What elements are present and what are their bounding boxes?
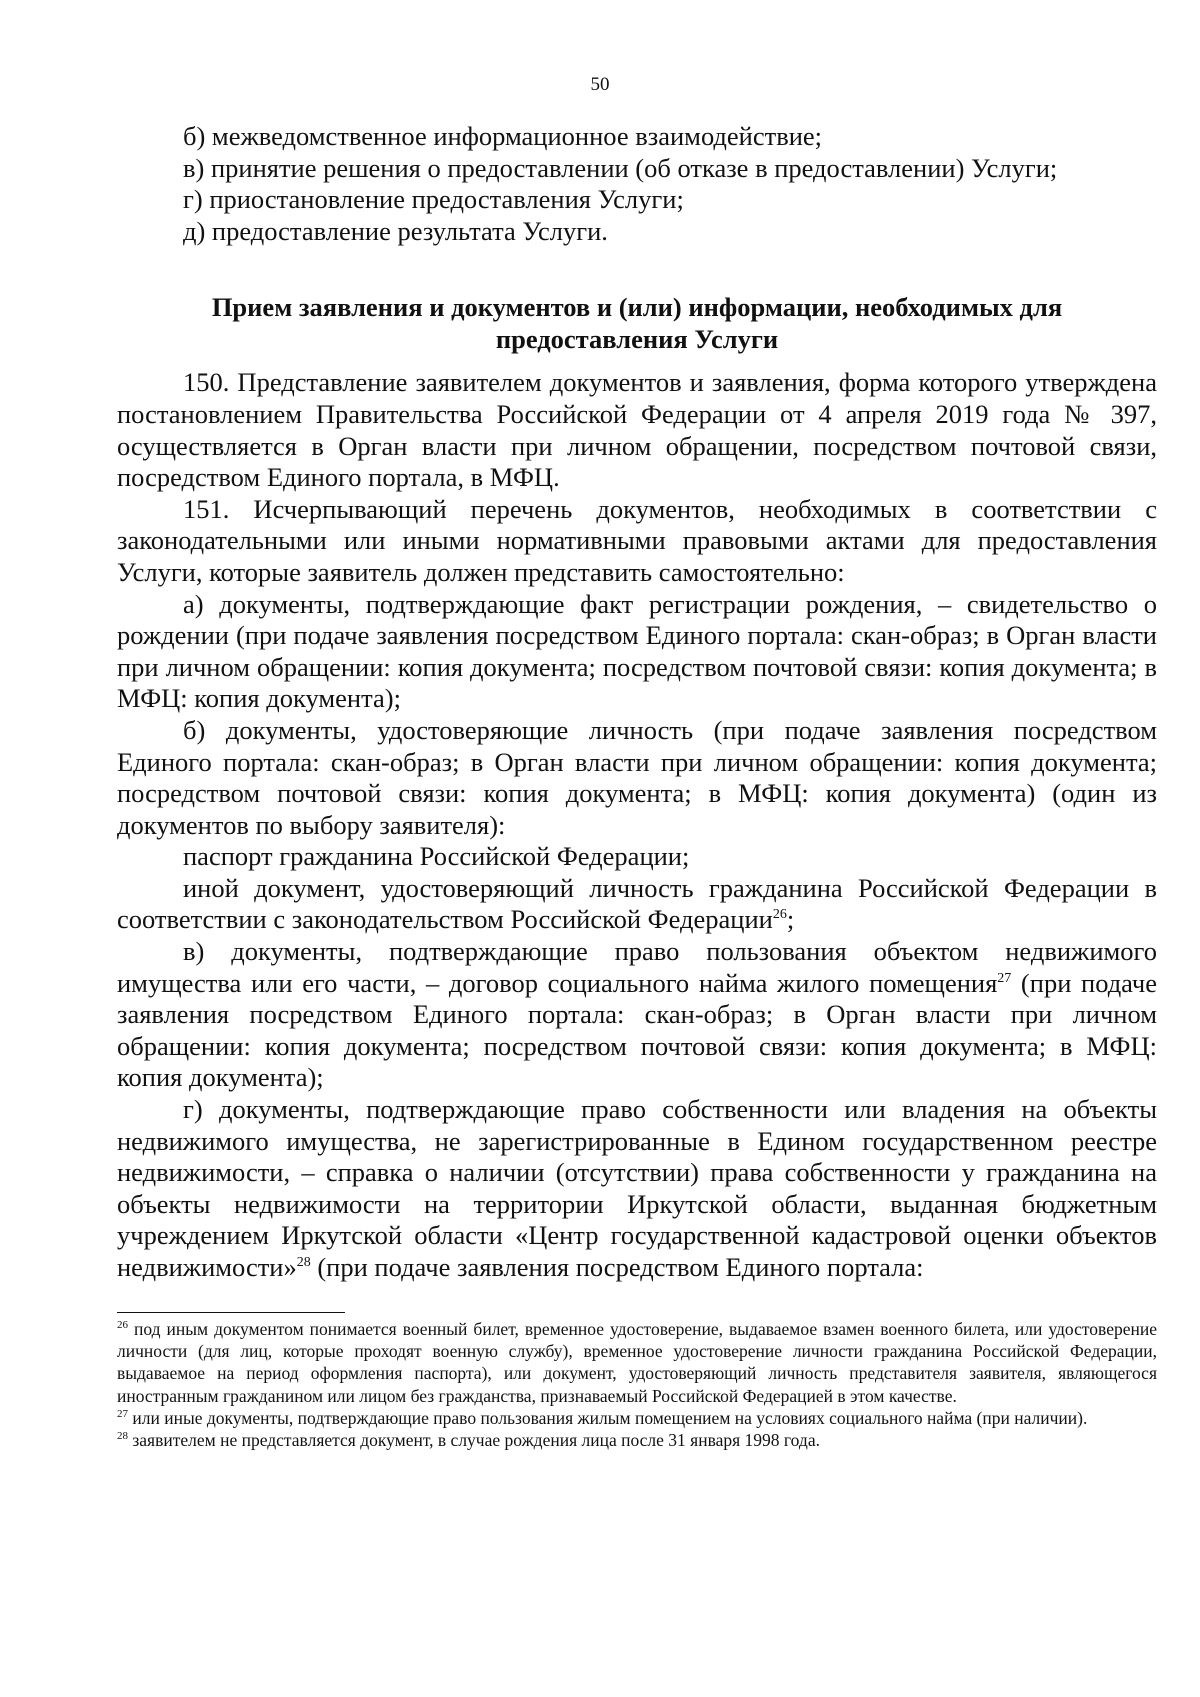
- document-body: [117, 121, 1157, 1284]
- paragraph-a: а) документы, подтверждающие факт регистрации рождения, – свидетельство о рождении (при подаче заявления посредством Единого портала: скан-образ; в Орган власти при личном обращении: копия документа; посредством почтовой связи: копия документа; в МФЦ: копия документа);: [117, 588, 1157, 714]
- paragraph-g-text-1: г) документы, подтверждающие право собственности или владения на объекты недвижимого имущества, не зарегистрированные в Едином государственном реестре недвижимости, – справка о наличии (отсутствии) права собственности у гражданина на объекты недвижимости на территории Иркутской области, выданная бюджетным учреждением Иркутской области «Центр государственной кадастровой оценки объектов недвижимости»: [117, 1094, 1157, 1282]
- footnotes: [117, 1318, 1157, 1451]
- footnote-number: 28: [117, 1430, 128, 1443]
- footnote-ref-26[interactable]: 26: [772, 907, 787, 923]
- list-item: в) принятие решения о предоставлении (об отказе в предоставлении) Услуги;: [183, 152, 1058, 183]
- paragraph-b: б) документы, удостоверяющие личность (при подаче заявления посредством Единого портала: скан-образ; в Орган власти при личном обращении: копия документа; посредством почтовой связи: копия документа; в МФЦ: копия документа) (один из документов по выбору заявителя):: [117, 714, 1157, 840]
- section-heading: Прием заявления и документов и (или) информации, необходимых для предоставления Услуги: [211, 292, 1063, 355]
- paragraph-other-document-end: ;: [786, 904, 795, 935]
- paragraph-151: 151. Исчерпывающий перечень документов, необходимых в соответствии с законодательными или иными нормативными правовыми актами для предоставления Услуги, которые заявитель должен представить самостоятельно:: [117, 493, 1157, 587]
- footnote-ref-28[interactable]: 28: [296, 1255, 311, 1271]
- paragraph-v-text-1: в) документы, подтверждающие право пользования объектом недвижимого имущества или его части, – договор социального найма жилого помещения: [117, 936, 1157, 998]
- paragraph-g: [117, 1094, 1157, 1284]
- footnote-28: [117, 1429, 1157, 1451]
- paragraph-150: 150. Представление заявителем документов и заявления, форма которого утверждена постановлением Правительства Российской Федерации от 4 апреля 2019 года № 397, осуществляется в Орган власти при личном обращении, посредством почтовой связи, посредством Единого портала, в МФЦ.: [117, 367, 1157, 493]
- list-item: б) межведомственное информационное взаимодействие;: [183, 121, 823, 151]
- footnote-text: или иные документы, подтверждающие право пользования жилым помещением на условиях социального найма (при наличии).: [128, 1407, 1088, 1428]
- paragraph-other-document-text: иной документ, удостоверяющий личность гражданина Российской Федерации в соответствии с законодательством Российской Федерации: [117, 872, 1157, 935]
- footnote-ref-27[interactable]: 27: [997, 970, 1012, 986]
- footnote-text: заявителем не представляется документ, в случае рождения лица после 31 января 1998 года.: [128, 1430, 820, 1451]
- page-number: 50: [590, 74, 610, 95]
- footnote-text: под иным документом понимается военный билет, временное удостоверение, выдаваемое взамен военного билета, или удостоверение личности (для лиц, которые проходят военную службу), временное удостоверение личности гражданина Российской Федерации, выдаваемое на период оформления паспорта), или документ, удостоверяющий личность представителя заявителя, являющегося иностранным гражданином или лицом без гражданства, признаваемый Российской Федерацией в этом качестве.: [117, 1319, 1157, 1406]
- paragraph-g-text-2: (при подаче заявления посредством Единого портала:: [310, 1252, 924, 1282]
- paragraph-other-document: [117, 873, 1157, 936]
- footnote-number: 27: [117, 1407, 128, 1420]
- footnote-26: [117, 1318, 1157, 1407]
- list-item: д) предоставление результата Услуги.: [183, 215, 608, 246]
- footnote-divider: [117, 1312, 345, 1313]
- list-item: г) приостановление предоставления Услуги;: [183, 184, 684, 215]
- paragraph-v-text-2: (при подаче заявления посредством Единого портала: скан-образ; в Орган власти при личном обращении: копия документа; посредством почтовой связи: копия документа; в МФЦ: копия документа);: [117, 967, 1157, 1093]
- footnote-27: [117, 1407, 1157, 1429]
- footnote-number: 26: [117, 1319, 128, 1332]
- paragraph-v: [117, 936, 1157, 1094]
- paragraph-passport: паспорт гражданина Российской Федерации;: [183, 841, 690, 872]
